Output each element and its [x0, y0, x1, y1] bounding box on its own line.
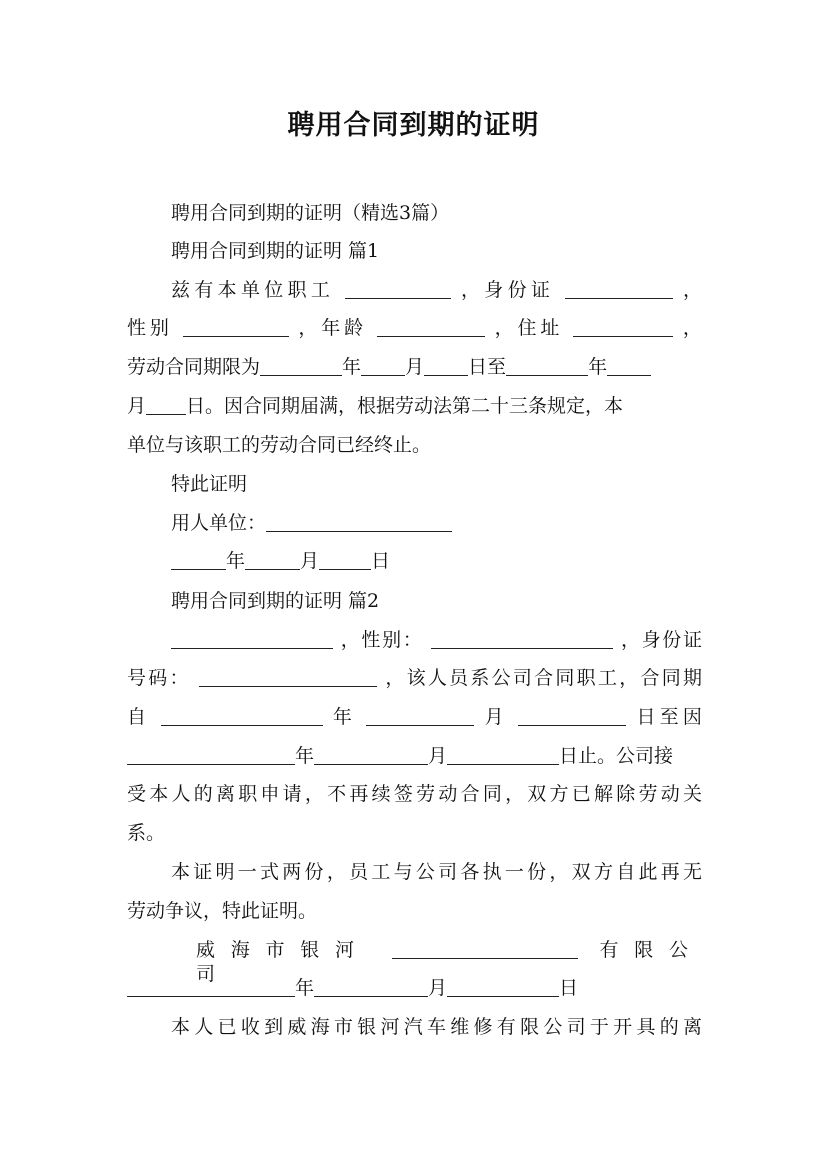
text: 月 [127, 395, 147, 417]
blank-address [573, 318, 673, 337]
text: 年 [295, 977, 315, 999]
blank-month [361, 357, 405, 376]
text: 月 [428, 745, 448, 767]
blank-month [607, 357, 651, 376]
blank-year [171, 551, 226, 570]
part1-line-2 [127, 316, 702, 340]
blank-year [127, 746, 295, 765]
part2-line-10 [127, 976, 702, 1000]
text: 月 [484, 706, 508, 728]
part1-line-5: 单位与该职工的劳动合同已经终止。 [127, 434, 432, 456]
text: ，身份证 [620, 629, 702, 651]
text: 威海市银河 [196, 939, 370, 961]
part2-line-3 [127, 705, 702, 729]
part1-line-1 [171, 278, 702, 302]
blank-name [345, 280, 451, 299]
blank-year [127, 978, 295, 997]
text: 年 [588, 356, 608, 378]
text: 自 [127, 706, 151, 728]
part2-line-7: 本证明一式两份，员工与公司各执一份，双方自此再无 [171, 861, 702, 883]
blank-age [377, 318, 485, 337]
subtitle: 聘用合同到期的证明（精选3篇） [171, 202, 450, 224]
text: 年 [295, 745, 315, 767]
blank-name [171, 630, 333, 649]
part2-heading: 聘用合同到期的证明 篇2 [171, 590, 380, 612]
part2-line-2 [127, 666, 702, 690]
text: 日 [371, 550, 391, 572]
part1-heading: 聘用合同到期的证明 篇1 [171, 240, 380, 262]
blank-month [245, 551, 300, 570]
part1-cert: 特此证明 [171, 473, 248, 495]
part2-line-5: 受本人的离职申请，不再续签劳动合同，双方已解除劳动关 [127, 783, 702, 805]
blank-year [506, 357, 588, 376]
text: ， [682, 317, 702, 339]
blank-day [319, 551, 371, 570]
part1-employer [171, 511, 702, 535]
blank-gender [431, 630, 613, 649]
text: 年 [332, 706, 357, 728]
blank-year [161, 707, 323, 726]
text: 年 [226, 550, 246, 572]
text: ，身份证 [460, 279, 555, 301]
text: 劳动合同期限为 [127, 356, 261, 378]
document-title: 聘用合同到期的证明 [287, 110, 540, 141]
text: ，该人员系公司合同职工，合同期 [385, 667, 702, 689]
blank-day [447, 978, 559, 997]
text: 日 [559, 977, 579, 999]
part1-line-4 [127, 394, 702, 418]
blank-month [314, 978, 428, 997]
part2-line-4 [127, 744, 702, 768]
text: 月 [300, 550, 320, 572]
blank-id [565, 280, 673, 299]
text: ， [682, 279, 702, 301]
text: ，住址 [494, 317, 564, 339]
text: ，性别： [340, 629, 424, 651]
text: 日至因 [636, 706, 702, 728]
text: 用人单位： [171, 512, 267, 534]
blank-employer [266, 513, 452, 532]
text: 日止。公司接 [559, 745, 674, 767]
blank-day [424, 357, 468, 376]
part2-line-11: 本人已收到威海市银河汽车维修有限公司于开具的离 [171, 1016, 702, 1038]
part1-date [171, 549, 702, 573]
text: 有限公司 [196, 939, 702, 985]
text: 月 [405, 356, 425, 378]
text: 性别 [127, 317, 173, 339]
text: 号码： [127, 667, 191, 689]
blank-year [260, 357, 342, 376]
blank-company [392, 940, 578, 959]
blank-day [447, 746, 559, 765]
text: 月 [428, 977, 448, 999]
blank-month [366, 707, 474, 726]
text: 年 [342, 356, 362, 378]
part2-line-6: 系。 [127, 822, 166, 844]
text: 日。因合同期届满，根据劳动法第二十三条规定，本 [186, 395, 624, 417]
blank-gender [183, 318, 289, 337]
blank-day [518, 707, 626, 726]
blank-id [199, 668, 377, 687]
blank-month [314, 746, 428, 765]
text: 日至 [468, 356, 507, 378]
part2-line-1 [171, 628, 702, 652]
part2-line-8: 劳动争议，特此证明。 [127, 900, 318, 922]
text: 兹有本单位职工 [171, 279, 335, 301]
part1-line-3 [127, 355, 702, 379]
text: ，年龄 [298, 317, 367, 339]
blank-day [146, 396, 186, 415]
